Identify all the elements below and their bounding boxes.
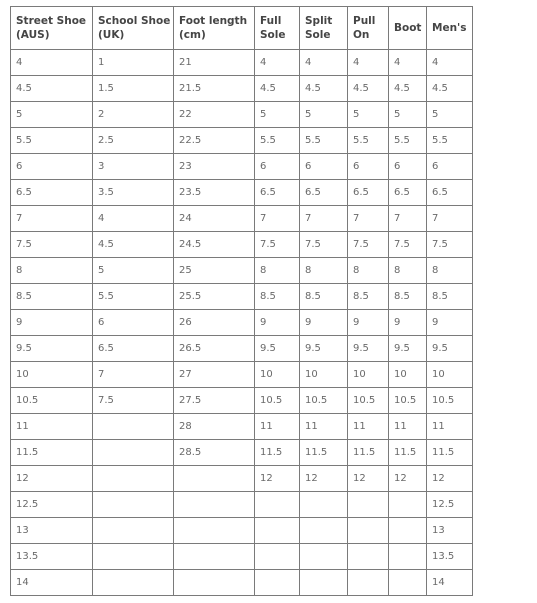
table-cell: 10.5: [389, 388, 427, 414]
table-cell: [300, 544, 348, 570]
table-cell: 8: [427, 258, 473, 284]
table-cell: 11.5: [427, 440, 473, 466]
table-cell: [93, 570, 174, 596]
table-cell: 11: [11, 414, 93, 440]
table-cell: 25: [174, 258, 255, 284]
table-cell: 14: [427, 570, 473, 596]
table-cell: 11.5: [300, 440, 348, 466]
table-cell: 7: [300, 206, 348, 232]
table-row: [11, 258, 473, 284]
table-cell: 4.5: [348, 76, 389, 102]
table-cell: 5: [93, 258, 174, 284]
table-cell: 13.5: [11, 544, 93, 570]
table-cell: 6.5: [11, 180, 93, 206]
table-cell: 9.5: [389, 336, 427, 362]
table-cell: [93, 440, 174, 466]
table-cell: 6: [93, 310, 174, 336]
table-cell: 7.5: [11, 232, 93, 258]
table-cell: 5.5: [93, 284, 174, 310]
table-row: [11, 414, 473, 440]
table-cell: 23: [174, 154, 255, 180]
size-chart-header: [11, 7, 473, 50]
table-cell: [93, 466, 174, 492]
column-header: Split Sole: [300, 7, 348, 50]
table-cell: [389, 570, 427, 596]
table-cell: 28.5: [174, 440, 255, 466]
table-cell: 7: [348, 206, 389, 232]
table-cell: 12.5: [11, 492, 93, 518]
table-cell: 4: [93, 206, 174, 232]
column-header: Pull On: [348, 7, 389, 50]
table-cell: 3: [93, 154, 174, 180]
table-cell: 7.5: [300, 232, 348, 258]
table-cell: 4: [255, 50, 300, 76]
table-cell: 6: [11, 154, 93, 180]
table-cell: 6: [300, 154, 348, 180]
table-cell: [389, 518, 427, 544]
table-cell: 22: [174, 102, 255, 128]
table-cell: 4: [348, 50, 389, 76]
table-cell: 4: [389, 50, 427, 76]
table-cell: 22.5: [174, 128, 255, 154]
table-cell: 5: [255, 102, 300, 128]
table-cell: 6.5: [389, 180, 427, 206]
table-cell: 12: [389, 466, 427, 492]
table-cell: [93, 544, 174, 570]
table-row: [11, 336, 473, 362]
table-cell: 12: [300, 466, 348, 492]
table-cell: 11: [300, 414, 348, 440]
table-cell: 2.5: [93, 128, 174, 154]
table-cell: 10.5: [427, 388, 473, 414]
table-cell: [174, 492, 255, 518]
table-cell: 5.5: [11, 128, 93, 154]
table-cell: 8.5: [348, 284, 389, 310]
table-cell: 10: [348, 362, 389, 388]
table-cell: 9: [427, 310, 473, 336]
table-row: [11, 440, 473, 466]
table-cell: 14: [11, 570, 93, 596]
table-cell: 27.5: [174, 388, 255, 414]
table-cell: 8.5: [11, 284, 93, 310]
table-cell: 9: [11, 310, 93, 336]
table-cell: 13.5: [427, 544, 473, 570]
table-cell: [348, 518, 389, 544]
table-cell: [174, 570, 255, 596]
table-cell: 8.5: [300, 284, 348, 310]
table-cell: 21: [174, 50, 255, 76]
table-cell: 11.5: [11, 440, 93, 466]
table-cell: 8.5: [389, 284, 427, 310]
table-cell: [300, 492, 348, 518]
table-cell: 4: [427, 50, 473, 76]
table-cell: 7: [427, 206, 473, 232]
table-cell: 1: [93, 50, 174, 76]
table-cell: [348, 492, 389, 518]
table-cell: 7: [389, 206, 427, 232]
table-row: [11, 518, 473, 544]
table-cell: 5.5: [389, 128, 427, 154]
table-cell: [93, 518, 174, 544]
table-cell: 21.5: [174, 76, 255, 102]
table-cell: 10: [427, 362, 473, 388]
table-cell: 7.5: [255, 232, 300, 258]
table-cell: 26.5: [174, 336, 255, 362]
table-cell: 5.5: [427, 128, 473, 154]
table-cell: 10: [11, 362, 93, 388]
column-header: Street Shoe (AUS): [11, 7, 93, 50]
table-cell: 10.5: [11, 388, 93, 414]
table-cell: 5: [300, 102, 348, 128]
table-cell: 11: [255, 414, 300, 440]
table-cell: [174, 466, 255, 492]
table-cell: 4.5: [389, 76, 427, 102]
table-cell: 6.5: [93, 336, 174, 362]
table-cell: 6.5: [300, 180, 348, 206]
column-header: Foot length (cm): [174, 7, 255, 50]
table-row: [11, 232, 473, 258]
table-cell: 10: [389, 362, 427, 388]
column-header: School Shoe (UK): [93, 7, 174, 50]
table-cell: 28: [174, 414, 255, 440]
table-row: [11, 102, 473, 128]
table-cell: [348, 544, 389, 570]
size-chart-body: [11, 50, 473, 596]
table-row: [11, 388, 473, 414]
table-cell: 5: [348, 102, 389, 128]
table-cell: 4.5: [255, 76, 300, 102]
table-cell: 6.5: [348, 180, 389, 206]
table-cell: [174, 518, 255, 544]
table-row: [11, 284, 473, 310]
table-cell: 10.5: [348, 388, 389, 414]
table-cell: 2: [93, 102, 174, 128]
table-cell: 5.5: [348, 128, 389, 154]
table-cell: [255, 544, 300, 570]
table-cell: 8: [300, 258, 348, 284]
table-cell: 9.5: [300, 336, 348, 362]
table-cell: 9.5: [11, 336, 93, 362]
table-cell: 26: [174, 310, 255, 336]
table-cell: 8.5: [255, 284, 300, 310]
table-cell: 6: [255, 154, 300, 180]
table-row: [11, 76, 473, 102]
table-cell: 12: [348, 466, 389, 492]
table-cell: 9: [255, 310, 300, 336]
header-row: [11, 7, 473, 50]
table-cell: [93, 414, 174, 440]
table-cell: 8: [348, 258, 389, 284]
table-cell: 6.5: [255, 180, 300, 206]
table-cell: 6: [427, 154, 473, 180]
column-header: Boot: [389, 7, 427, 50]
table-cell: [348, 570, 389, 596]
table-cell: 3.5: [93, 180, 174, 206]
table-cell: 11: [389, 414, 427, 440]
table-cell: 9.5: [427, 336, 473, 362]
table-cell: 10: [300, 362, 348, 388]
table-cell: 23.5: [174, 180, 255, 206]
table-cell: 12: [427, 466, 473, 492]
table-cell: 11: [427, 414, 473, 440]
table-cell: 24: [174, 206, 255, 232]
table-cell: 7.5: [389, 232, 427, 258]
table-cell: [300, 518, 348, 544]
table-cell: 27: [174, 362, 255, 388]
table-cell: 10.5: [255, 388, 300, 414]
table-cell: 9: [389, 310, 427, 336]
table-cell: 4.5: [93, 232, 174, 258]
table-cell: 7: [93, 362, 174, 388]
table-cell: 12: [11, 466, 93, 492]
table-cell: [389, 544, 427, 570]
table-cell: [300, 570, 348, 596]
table-cell: 9.5: [255, 336, 300, 362]
table-cell: [255, 518, 300, 544]
table-cell: 6: [348, 154, 389, 180]
table-cell: 25.5: [174, 284, 255, 310]
table-cell: 1.5: [93, 76, 174, 102]
table-cell: 8: [389, 258, 427, 284]
table-cell: 7.5: [348, 232, 389, 258]
table-cell: 11.5: [348, 440, 389, 466]
table-row: [11, 310, 473, 336]
table-cell: 9.5: [348, 336, 389, 362]
table-row: [11, 180, 473, 206]
column-header: Full Sole: [255, 7, 300, 50]
table-cell: [174, 544, 255, 570]
table-cell: 5: [427, 102, 473, 128]
table-cell: 9: [300, 310, 348, 336]
table-row: [11, 50, 473, 76]
table-cell: [93, 492, 174, 518]
table-cell: 11.5: [389, 440, 427, 466]
table-cell: 4.5: [300, 76, 348, 102]
table-row: [11, 570, 473, 596]
table-cell: 12.5: [427, 492, 473, 518]
table-cell: 8: [255, 258, 300, 284]
table-cell: 24.5: [174, 232, 255, 258]
table-cell: 13: [11, 518, 93, 544]
table-cell: 5.5: [255, 128, 300, 154]
table-cell: 8.5: [427, 284, 473, 310]
table-cell: 4.5: [427, 76, 473, 102]
table-cell: [255, 570, 300, 596]
table-cell: 5: [389, 102, 427, 128]
table-cell: 4: [300, 50, 348, 76]
table-cell: 11: [348, 414, 389, 440]
table-cell: 10: [255, 362, 300, 388]
table-cell: 5: [11, 102, 93, 128]
table-cell: 7.5: [93, 388, 174, 414]
table-row: [11, 154, 473, 180]
table-cell: 8: [11, 258, 93, 284]
table-cell: 10.5: [300, 388, 348, 414]
column-header: Men's: [427, 7, 473, 50]
table-cell: [389, 492, 427, 518]
table-cell: 4: [11, 50, 93, 76]
table-cell: 9: [348, 310, 389, 336]
table-cell: [255, 492, 300, 518]
table-row: [11, 466, 473, 492]
table-row: [11, 544, 473, 570]
table-cell: 4.5: [11, 76, 93, 102]
size-chart-table: [10, 6, 473, 596]
table-row: [11, 128, 473, 154]
table-cell: 6.5: [427, 180, 473, 206]
table-row: [11, 206, 473, 232]
table-cell: 5.5: [300, 128, 348, 154]
table-row: [11, 492, 473, 518]
table-cell: 7: [11, 206, 93, 232]
table-cell: 6: [389, 154, 427, 180]
table-cell: 11.5: [255, 440, 300, 466]
table-row: [11, 362, 473, 388]
table-cell: 7: [255, 206, 300, 232]
table-cell: 13: [427, 518, 473, 544]
table-cell: 12: [255, 466, 300, 492]
table-cell: 7.5: [427, 232, 473, 258]
